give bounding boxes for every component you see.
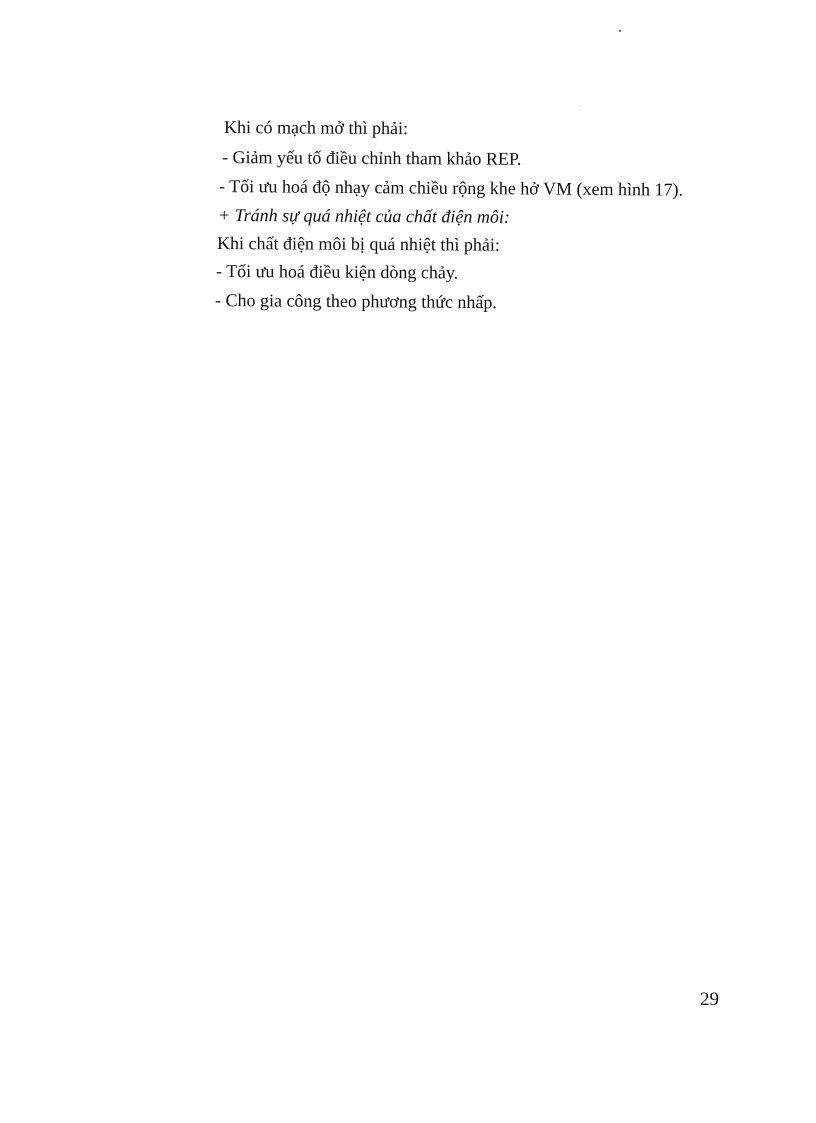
text-line: - Tối ưu hoá độ nhạy cảm chiều rộng khe hở VM (xem hình 17).	[218, 176, 684, 200]
text-line: - Tối ưu hoá điều kiện dòng chảy.	[215, 261, 459, 283]
page-number: 29	[700, 989, 719, 1010]
section-heading: + Tránh sự quá nhiệt của chất điện môi:	[217, 205, 511, 227]
scan-speck	[580, 106, 581, 107]
scan-speck	[619, 30, 621, 32]
text-line: Khi chất điện môi bị quá nhiệt thì phải:	[216, 233, 501, 255]
text-line: Khi có mạch mở thì phải:	[223, 117, 409, 139]
text-line: - Cho gia công theo phương thức nhấp.	[214, 290, 498, 313]
text-line: - Giảm yếu tố điều chỉnh tham khảo REP.	[221, 147, 522, 169]
